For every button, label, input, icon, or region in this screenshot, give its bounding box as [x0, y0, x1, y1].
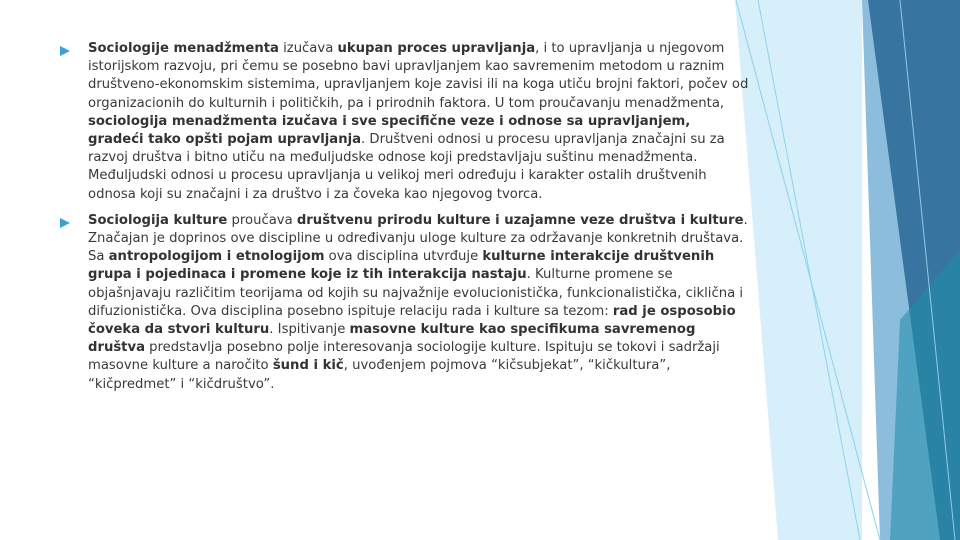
- content-area: [60, 40, 750, 402]
- bold-term: društvenu prirodu kulture i uzajamne veze društva i kulture: [296, 212, 744, 228]
- bold-term: ukupan proces upravljanja: [337, 41, 536, 56]
- text-span: ova disciplina utvrđuje: [324, 249, 483, 265]
- bold-term: masovne kulture kao specifikuma savremenog društva: [88, 322, 696, 356]
- bold-term: šund i kič: [272, 358, 344, 374]
- bold-term: Sociologija kulture: [88, 212, 228, 228]
- text-span: . Ispitivanje: [269, 322, 350, 338]
- bold-term: antropologijom i etnologijom: [108, 249, 325, 265]
- stripe-light: [735, 0, 862, 540]
- bold-term: kulturne interakcije društvenih grupa i pojedinaca i promene koje iz tih interakcija nastaju: [88, 249, 715, 283]
- text-span: proučava: [227, 212, 297, 228]
- text-span: predstavlja posebno polje interesovanja sociologije kulture. Ispituju se tokovi i sadržaji masovne kulture a naročito: [88, 340, 720, 374]
- bullet-text: [88, 212, 750, 394]
- triangle-bullet-icon: [60, 212, 88, 234]
- text-span: izučava: [278, 41, 338, 56]
- text-span: , i to upravljanja u njegovom istorijskom razvoju, pri čemu se posebno bavi upravljanjem kao savremenim metodom u raznim društveno-ekonomskim sistemima, upravljanjem koje zavisi ili na koga utiču brojni faktori, počev od organizacionih do kulturnih i političkih, pa i prirodnih faktora. U tom proučavanju menadžmenta,: [88, 41, 749, 111]
- text-span: , uvođenjem pojmova “kičsubjekat”, “kičkultura”, “kičpredmet” i “kičdruštvo”.: [88, 358, 671, 392]
- bold-term: Sociologije menadžmenta: [88, 41, 279, 56]
- bullet-item-sociologija-menadzmenta: [60, 40, 750, 204]
- bullet-text: [88, 40, 750, 204]
- triangle-bullet-icon: [60, 40, 88, 62]
- bullet-item-sociologija-kulture: [60, 212, 750, 394]
- text-span: . Značajan je doprinos ove discipline u određivanju uloge kulture za održavanje konkretnih društava. Sa: [88, 212, 748, 265]
- text-span: . Društveni odnosi u procesu upravljanja značajni su za razvoj društva i bitno utiču na međuljudske odnose koji predstavljaju suštinu menadžmenta. Međuljudski odnosi u procesu upravljanja u velikoj meri određuju i karakter ostalih društvenih odnosa koji su značajni i za društvo i za čoveka kao njegovog tvorca.: [88, 132, 725, 202]
- bold-term: rad je osposobio čoveka da stvori kulturu: [88, 303, 736, 338]
- text-span: . Kulturne promene se objašnjavaju različitim teorijama od kojih su najvažnije evolucionistička, funkcionalistička, ciklična i difuzionistička. Ova disciplina posebno ispituje relaciju rada i kulture sa tezom:: [88, 267, 744, 319]
- bold-term: sociologija menadžmenta izučava i sve specifične veze i odnose sa upravljanjem, gradeći tako opšti pojam upravljanja: [88, 113, 691, 148]
